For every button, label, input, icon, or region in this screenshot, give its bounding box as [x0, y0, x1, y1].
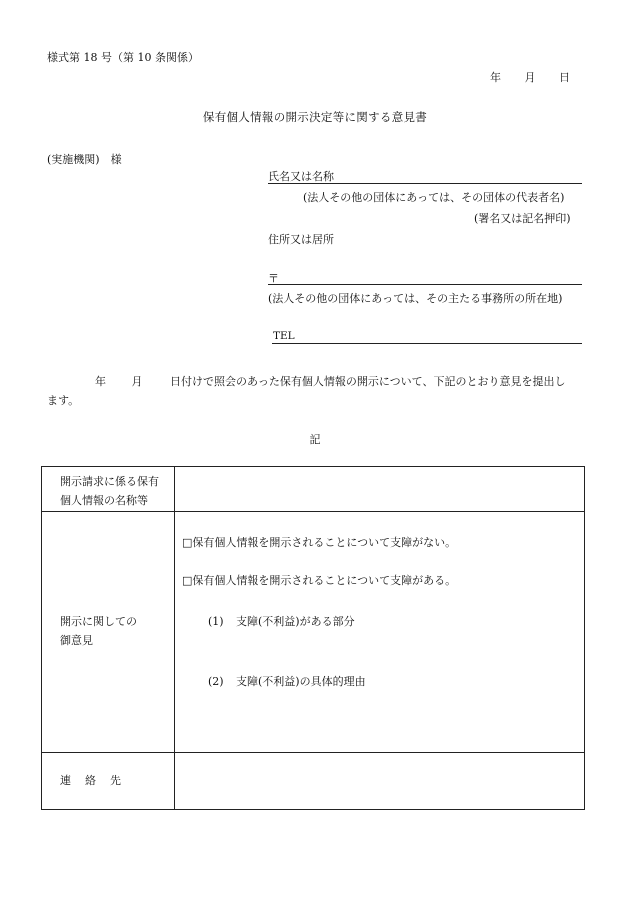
- table-row-divider: [42, 511, 584, 512]
- address-note: (法人その他の団体にあっては、その主たる事務所の所在地): [268, 292, 563, 305]
- addressee: (実施機関) 様: [47, 153, 122, 166]
- form-number: 様式第 18 号（第 10 条関係）: [47, 51, 199, 64]
- contact-label-char: 先: [110, 774, 121, 787]
- date-year: 年: [490, 71, 501, 84]
- table-row-divider: [42, 752, 584, 753]
- name-label: 氏名又は名称: [268, 170, 334, 183]
- tel-field-line[interactable]: [272, 343, 582, 344]
- option-no-issue[interactable]: □保有個人情報を開示されることについて支障がない。: [182, 536, 457, 549]
- sub-item-1-number: (1): [208, 615, 224, 628]
- opinion-label: [60, 612, 137, 650]
- request-label: [60, 472, 159, 510]
- request-label-line2: 個人情報の名称等: [60, 494, 148, 507]
- body-month: 月: [131, 375, 143, 388]
- seal-note: (署名又は記名押印): [474, 212, 571, 225]
- option-issue[interactable]: □保有個人情報を開示されることについて支障がある。: [182, 574, 457, 587]
- opinion-label-line1: 開示に関しての: [60, 615, 137, 628]
- body-text-line1: [95, 373, 565, 389]
- opinion-table: [41, 466, 585, 810]
- sub-item-1-text: 支障(不利益)がある部分: [236, 615, 355, 628]
- address-field-line[interactable]: [268, 284, 582, 285]
- table-column-divider: [174, 467, 175, 809]
- sub-item-2: [208, 672, 366, 691]
- name-note: (法人その他の団体にあっては、その団体の代表者名): [303, 191, 565, 204]
- name-field-line[interactable]: [268, 183, 582, 184]
- ki-heading: 記: [309, 433, 321, 446]
- contact-label-char: 絡: [85, 774, 96, 787]
- date-month: 月: [524, 71, 536, 84]
- postal-mark: 〒: [268, 272, 279, 285]
- document-title: 保有個人情報の開示決定等に関する意見書: [202, 110, 428, 124]
- sub-item-1: [208, 612, 355, 631]
- body-text: 日付けで照会のあった保有個人情報の開示について、下記のとおり意見を提出し: [170, 375, 566, 388]
- address-label: 住所又は居所: [268, 233, 334, 246]
- sub-item-2-text: 支障(不利益)の具体的理由: [236, 675, 366, 688]
- request-label-line1: 開示請求に係る保有: [60, 475, 159, 488]
- date-day: 日: [559, 71, 570, 84]
- opinion-label-line2: 御意見: [60, 634, 93, 647]
- tel-label: TEL: [273, 330, 295, 342]
- date-line: [490, 69, 570, 85]
- body-text-line2: ます。: [47, 394, 80, 407]
- body-year: 年: [95, 375, 106, 388]
- contact-label-char: 連: [60, 774, 71, 787]
- sub-item-2-number: (2): [208, 675, 224, 688]
- contact-label: [60, 771, 135, 790]
